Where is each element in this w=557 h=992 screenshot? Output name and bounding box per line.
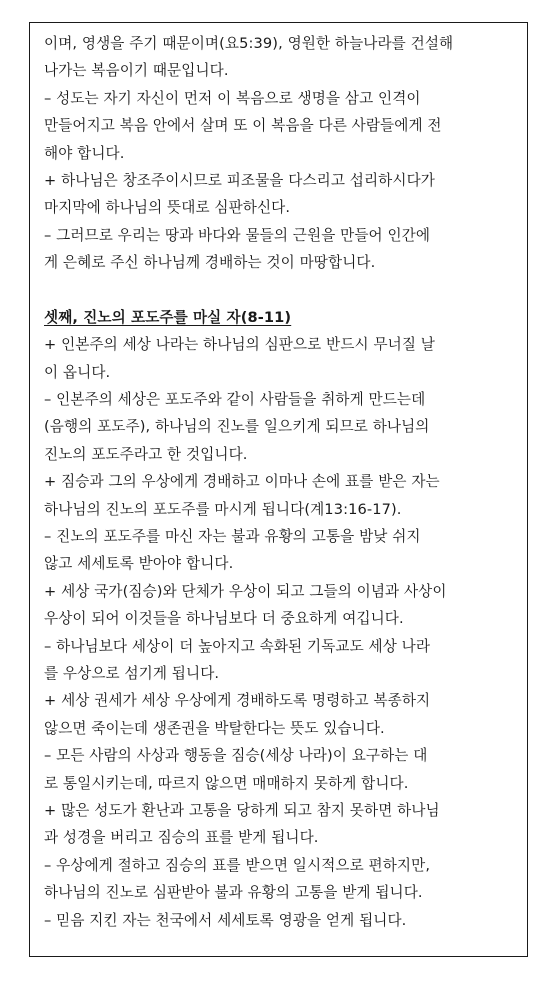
text-line: 이며, 영생을 주기 때문이며(요5:39), 영원한 하늘나라를 건설해 <box>44 35 454 52</box>
text-line: (음행의 포도주), 하나님의 진노를 일으키게 되므로 하나님의 <box>44 418 430 436</box>
text-line: – 하나님보다 세상이 더 높아지고 속화된 기독교도 세상 나라 <box>44 637 431 655</box>
text-line: + 세상 권세가 세상 우상에게 경배하도록 명령하고 복종하지 <box>44 692 431 710</box>
text-line: 과 성경을 버리고 짐승의 표를 받게 됩니다. <box>44 829 319 847</box>
text-line: + 많은 성도가 환난과 고통을 당하게 되고 참지 못하면 하나님 <box>44 801 440 819</box>
text-line: – 모든 사람의 사상과 행동을 짐승(세상 나라)이 요구하는 대 <box>44 747 428 765</box>
text-line: – 인본주의 세상은 포도주와 같이 사람들을 취하게 만드는데 <box>44 391 426 409</box>
text-line: 만들어지고 복음 안에서 살며 또 이 복음을 다른 사람들에게 전 <box>44 117 442 135</box>
text-line: 진노의 포도주라고 한 것입니다. <box>44 445 248 463</box>
text-line: 로 통일시키는데, 따르지 않으면 매매하지 못하게 합니다. <box>44 774 409 792</box>
text-line: 않고 세세토록 받아야 합니다. <box>44 555 234 573</box>
text-line: 우상이 되어 이것들을 하나님보다 더 중요하게 여깁니다. <box>44 610 404 628</box>
text-line: + 세상 국가(짐승)와 단체가 우상이 되고 그들의 이념과 사상이 <box>44 582 447 600</box>
text-line: 하나님의 진노로 심판받아 불과 유황의 고통을 받게 됩니다. <box>44 884 423 902</box>
text-line: – 성도는 자기 자신이 먼저 이 복음으로 생명을 삼고 인격이 <box>44 89 421 107</box>
blank-line <box>44 277 519 304</box>
text-line: 를 우상으로 섬기게 됩니다. <box>44 664 220 682</box>
text-line: + 인본주의 세상 나라는 하나님의 심판으로 반드시 무너질 날 <box>44 336 435 354</box>
text-line: 나가는 복음이기 때문입니다. <box>44 62 229 80</box>
document-body <box>44 30 519 934</box>
text-line: 게 은혜로 주신 하나님께 경배하는 것이 마땅합니다. <box>44 254 376 272</box>
text-line: + 짐승과 그의 우상에게 경배하고 이마나 손에 표를 받은 자는 <box>44 473 440 491</box>
text-line: – 그러므로 우리는 땅과 바다와 물들의 근원을 만들어 인간에 <box>44 226 431 244</box>
text-line: 이 옵니다. <box>44 363 111 381</box>
text-line: – 진노의 포도주를 마신 자는 불과 유황의 고통을 밤낮 쉬지 <box>44 528 421 546</box>
text-line: + 하나님은 창조주이시므로 피조물을 다스리고 섭리하시다가 <box>44 171 435 189</box>
text-line: 마지막에 하나님의 뜻대로 심판하신다. <box>44 199 291 217</box>
text-line: – 우상에게 절하고 짐승의 표를 받으면 일시적으로 편하지만, <box>44 856 431 874</box>
text-line: 않으면 죽이는데 생존권을 박탈한다는 뜻도 있습니다. <box>44 719 385 737</box>
text-line: 하나님의 진노의 포도주를 마시게 됩니다(계13:16-17). <box>44 500 402 518</box>
section-heading: 셋째, 진노의 포도주를 마실 자(8-11) <box>44 308 292 326</box>
text-line: 해야 합니다. <box>44 144 125 162</box>
text-line: – 믿음 지킨 자는 천국에서 세세토록 영광을 얻게 됩니다. <box>44 911 407 929</box>
